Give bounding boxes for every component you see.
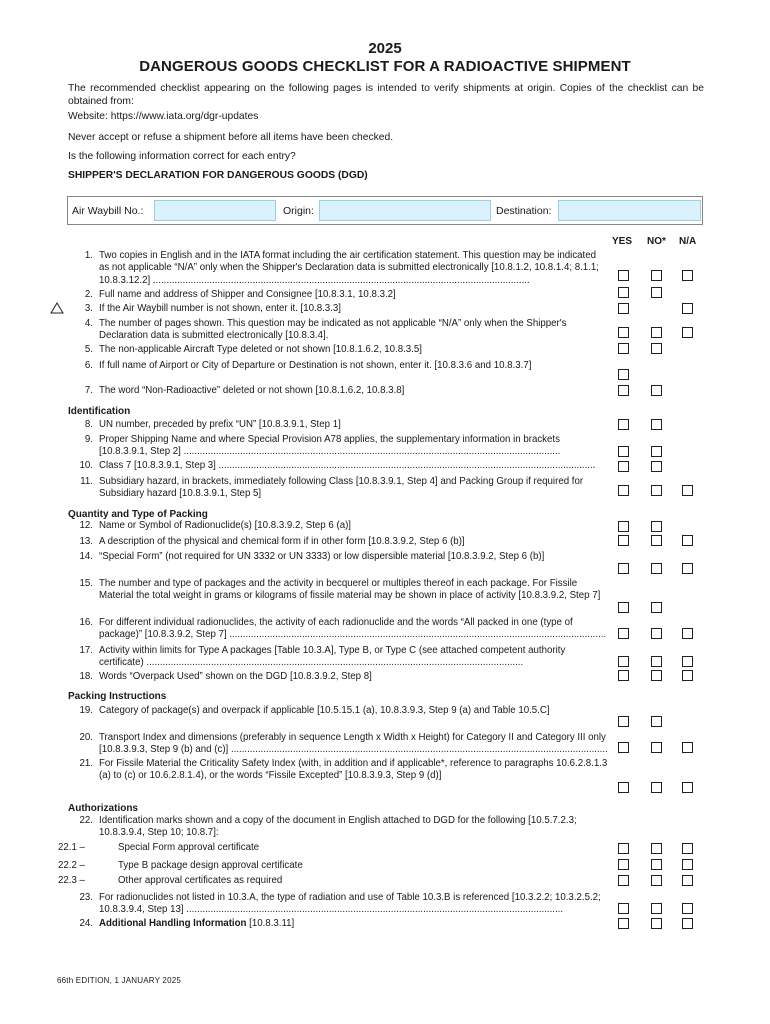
item-number: 18. <box>79 671 93 682</box>
checkbox-na[interactable] <box>682 875 693 886</box>
item-text <box>99 758 608 783</box>
checkbox-yes[interactable] <box>618 859 629 870</box>
item-text-bold: Additional Handling Information <box>99 918 247 929</box>
column-na: N/A <box>679 236 697 247</box>
item-text-body: Subsidiary hazard, in brackets, immediately following Class [10.8.3.9.1, Step 4] and Packing Group if required for Subsidiary hazard [10.8.3.9.1, Step 5] <box>99 476 584 500</box>
origin-input[interactable] <box>319 200 491 221</box>
intro-paragraph: The recommended checklist appearing on the following pages is intended to verify shipments at origin. Copies of the checklist can be obtained from: <box>68 83 704 107</box>
warning-triangle-icon <box>50 302 64 314</box>
item-text-body: Proper Shipping Name and where Special Provision A78 applies, the supplementary information in brackets [10.8.3.9.1, Step 2] <box>99 434 560 458</box>
column-yes: YES <box>612 236 633 247</box>
item-text-body: Class 7 [10.8.3.9.1, Step 3] <box>99 460 216 471</box>
section-quantity: Quantity and Type of Packing <box>68 509 208 520</box>
item-text <box>118 875 608 887</box>
item-text-body: UN number, preceded by prefix “UN” [10.8.3.9.1, Step 1] <box>99 419 341 430</box>
item-text-body: The number and type of packages and the activity in becquerel or multiples thereof in each package. For Fissile Material the total weight in grams or kilograms of fissile material may be shown in place of activity [10.8.3.9.2, Step 7] <box>99 578 601 602</box>
checkbox-no[interactable] <box>651 875 662 886</box>
section-packing: Packing Instructions <box>68 691 167 702</box>
checkbox-na[interactable] <box>682 485 693 496</box>
item-text <box>99 617 608 642</box>
document-title: DANGEROUS GOODS CHECKLIST FOR A RADIOACTIVE SHIPMENT <box>139 58 631 75</box>
origin-label: Origin: <box>283 205 314 217</box>
checkbox-yes[interactable] <box>618 782 629 793</box>
checkbox-no[interactable] <box>651 446 662 457</box>
item-text <box>99 536 608 548</box>
item-text-body: The non-applicable Aircraft Type deleted or not shown [10.8.1.6.2, 10.8.3.5] <box>99 344 422 355</box>
checkbox-no[interactable] <box>651 343 662 354</box>
item-number: 3. <box>84 303 93 314</box>
item-text <box>99 551 608 563</box>
leader-dots: ............................................................................................................................................ <box>150 274 530 286</box>
item-number: 10. <box>79 460 93 471</box>
item-text-body: For Fissile Material the Criticality Safety Index (with, in addition and if applicable*, reference to paragraphs 10.6.2.8.1.3 (a) to (c) or 10.6.2.8.1.4), or the words “Fissile Excepted” [10.8.3.9.3, Step 9 (d)] <box>99 758 608 782</box>
checkbox-yes[interactable] <box>618 485 629 496</box>
item-text-body: Full name and address of Shipper and Consignee [10.8.3.1, 10.8.3.2] <box>99 289 396 300</box>
checkbox-no[interactable] <box>651 742 662 753</box>
item-number: 7. <box>84 385 93 396</box>
item-text <box>99 460 608 472</box>
item-number: 15. <box>79 578 93 589</box>
checkbox-yes[interactable] <box>618 875 629 886</box>
item-text <box>99 318 608 343</box>
item-number: 17. <box>79 645 93 656</box>
item-text <box>118 842 608 854</box>
item-text-body: Type B package design approval certificate <box>118 860 303 871</box>
website-line: Website: https://www.iata.org/dgr-updates <box>68 111 259 122</box>
item-number: 8. <box>84 419 93 430</box>
item-text-body: Name or Symbol of Radionuclide(s) [10.8.3.9.2, Step 6 (a)] <box>99 520 351 531</box>
checkbox-no[interactable] <box>651 670 662 681</box>
checkbox-yes[interactable] <box>618 303 629 314</box>
checkbox-na[interactable] <box>682 782 693 793</box>
checkbox-yes[interactable] <box>618 602 629 613</box>
checkbox-no[interactable] <box>651 535 662 546</box>
item-text-body: If the Air Waybill number is not shown, enter it. [10.8.3.3] <box>99 303 341 314</box>
item-text <box>99 645 608 670</box>
item-text-body: [10.8.3.11] <box>246 918 295 929</box>
item-text <box>99 419 608 431</box>
item-text <box>118 860 608 872</box>
item-number: 1. <box>84 250 93 261</box>
section-identification: Identification <box>68 406 131 417</box>
item-number: 24. <box>79 918 93 929</box>
awb-input[interactable] <box>154 200 276 221</box>
item-text-body: The word “Non-Radioactive” deleted or not shown [10.8.1.6.2, 10.8.3.8] <box>99 385 405 396</box>
checkbox-na[interactable] <box>682 742 693 753</box>
item-text <box>99 705 608 717</box>
checkbox-na[interactable] <box>682 563 693 574</box>
checkbox-yes[interactable] <box>618 742 629 753</box>
awb-label: Air Waybill No.: <box>72 205 144 217</box>
checkbox-yes[interactable] <box>618 628 629 639</box>
item-text-body: If full name of Airport or City of Departure or Destination is not shown, enter it. [10.8.3.6 and 10.8.3.7] <box>99 360 532 371</box>
checkbox-no[interactable] <box>651 859 662 870</box>
item-text <box>99 892 608 917</box>
item-text-body: For different individual radionuclides, the activity of each radionuclide and the words “All packed in one (type of package)” [10.8.3.9.2, Step 7] <box>99 617 573 641</box>
item-text-body: For radionuclides not listed in 10.3.A, the type of radiation and use of Table 10.3.B is referenced [10.3.2.2; 10.3.2.5.2; 10.8.3.9.4, Step 13] <box>99 892 601 916</box>
checkbox-no[interactable] <box>651 270 662 281</box>
item-text-body: A description of the physical and chemical form if in other form [10.8.3.9.2, Step 6 (b)] <box>99 536 465 547</box>
item-number: 23. <box>79 892 93 903</box>
item-text-body: Category of package(s) and overpack if applicable [10.5.15.1 (a), 10.8.3.9.3, Step 9 (a) and Table 10.5.C] <box>99 705 550 716</box>
item-text-body: Two copies in English and in the IATA format including the air certification statement. This question may be indicated as not applicable “N/A” only when the Shipper's Declaration data is submitted electronically [10.8.1.2, 10.8.1.4; 8.1.1; 10.8.3.12.2] <box>99 250 599 286</box>
item-text-body: Activity within limits for Type A packages [Table 10.3.A], Type B, or Type C (see attached competent authority certificate) <box>99 645 566 669</box>
checkbox-yes[interactable] <box>618 535 629 546</box>
item-text-body: Transport Index and dimensions (preferably in sequence Length x Width x Height) for Category II and Category III only [10.8.3.9.3, Step 9 (b) and (c)] <box>99 732 606 756</box>
checkbox-na[interactable] <box>682 903 693 914</box>
checkbox-yes[interactable] <box>618 461 629 472</box>
checkbox-yes[interactable] <box>618 270 629 281</box>
checkbox-na[interactable] <box>682 270 693 281</box>
checkbox-na[interactable] <box>682 628 693 639</box>
checkbox-yes[interactable] <box>618 343 629 354</box>
item-number: 22.2 – <box>58 860 85 871</box>
leader-dots: ............................................................................................................................................ <box>226 629 607 641</box>
checkbox-na[interactable] <box>682 303 693 314</box>
leader-dots: ............................................................................................................................................ <box>143 657 524 669</box>
checkbox-no[interactable] <box>651 521 662 532</box>
checkbox-yes[interactable] <box>618 327 629 338</box>
item-text <box>99 671 608 683</box>
checkbox-no[interactable] <box>651 656 662 667</box>
item-number: 13. <box>79 536 93 547</box>
checkbox-na[interactable] <box>682 843 693 854</box>
checkbox-yes[interactable] <box>618 419 629 430</box>
checkbox-na[interactable] <box>682 535 693 546</box>
item-number: 4. <box>84 318 93 329</box>
checkbox-no[interactable] <box>651 918 662 929</box>
leader-dots: ............................................................................................................................................ <box>215 460 596 471</box>
waybill-row <box>67 196 703 225</box>
checkbox-na[interactable] <box>682 918 693 929</box>
checkbox-no[interactable] <box>651 903 662 914</box>
checkbox-no[interactable] <box>651 563 662 574</box>
item-number: 6. <box>84 360 93 371</box>
item-text <box>99 732 608 757</box>
item-text <box>99 303 608 315</box>
item-number: 22.1 – <box>58 842 85 853</box>
section-heading-dgd: SHIPPER'S DECLARATION FOR DANGEROUS GOODS (DGD) <box>68 170 368 181</box>
item-text <box>99 434 608 459</box>
checkbox-no[interactable] <box>651 485 662 496</box>
item-text-body: The number of pages shown. This question may be indicated as not applicable “N/A” only when the Shipper's Declaration data is submitted electronically [10.8.3.4]. <box>99 318 567 342</box>
checkbox-yes[interactable] <box>618 369 629 380</box>
item-number: 9. <box>84 434 93 445</box>
item-text-body: “Special Form” (not required for UN 3332 or UN 3333) or low dispersible material [10.8.3.9.2, Step 6 (b)] <box>99 551 545 562</box>
destination-label: Destination: <box>496 205 552 217</box>
checkbox-no[interactable] <box>651 385 662 396</box>
item-text <box>99 815 608 840</box>
checkbox-no[interactable] <box>651 843 662 854</box>
checkbox-yes[interactable] <box>618 670 629 681</box>
checkbox-no[interactable] <box>651 716 662 727</box>
item-text <box>99 289 608 301</box>
checkbox-yes[interactable] <box>618 918 629 929</box>
item-number: 16. <box>79 617 93 628</box>
item-text <box>99 520 608 532</box>
item-number: 12. <box>79 520 93 531</box>
checkbox-no[interactable] <box>651 628 662 639</box>
checkbox-no[interactable] <box>651 287 662 298</box>
item-text <box>99 250 608 287</box>
item-text <box>99 918 608 930</box>
leader-dots: ............................................................................................................................................ <box>228 744 608 756</box>
document-year: 2025 <box>368 40 402 57</box>
checkbox-na[interactable] <box>682 859 693 870</box>
item-number: 22.3 – <box>58 875 85 886</box>
item-text <box>99 360 608 372</box>
question-line: Is the following information correct for each entry? <box>68 151 296 162</box>
section-authorizations: Authorizations <box>68 803 138 814</box>
checkbox-yes[interactable] <box>618 521 629 532</box>
checkbox-no[interactable] <box>651 602 662 613</box>
item-number: 22. <box>79 815 93 826</box>
leader-dots: ............................................................................................................................................ <box>183 904 564 916</box>
leader-dots: ............................................................................................................................................ <box>180 446 561 458</box>
checkbox-yes[interactable] <box>618 563 629 574</box>
checkbox-na[interactable] <box>682 656 693 667</box>
item-text-body: Other approval certificates as required <box>118 875 283 886</box>
checkbox-yes[interactable] <box>618 903 629 914</box>
checkbox-yes[interactable] <box>618 656 629 667</box>
checkbox-no[interactable] <box>651 461 662 472</box>
item-number: 2. <box>84 289 93 300</box>
item-text-body: Identification marks shown and a copy of the document in English attached to DGD for the following [10.5.7.2.3; 10.8.3.9.4, Step 10; 10.8.7]: <box>99 815 577 839</box>
checkbox-no[interactable] <box>651 419 662 430</box>
item-text <box>99 344 608 356</box>
checkbox-yes[interactable] <box>618 843 629 854</box>
item-text-body: Words “Overpack Used” shown on the DGD [10.8.3.9.2, Step 8] <box>99 671 372 682</box>
item-number: 19. <box>79 705 93 716</box>
checkbox-yes[interactable] <box>618 385 629 396</box>
footer-edition: 66th EDITION, 1 JANUARY 2025 <box>57 976 182 985</box>
item-number: 11. <box>80 476 93 487</box>
item-number: 14. <box>79 551 93 562</box>
checkbox-na[interactable] <box>682 670 693 681</box>
destination-input[interactable] <box>558 200 701 221</box>
checkbox-na[interactable] <box>682 327 693 338</box>
checkbox-yes[interactable] <box>618 716 629 727</box>
item-number: 21. <box>79 758 93 769</box>
never-accept-line: Never accept or refuse a shipment before all items have been checked. <box>68 132 394 143</box>
item-number: 5. <box>84 344 93 355</box>
item-number: 20. <box>79 732 93 743</box>
item-text <box>99 385 608 397</box>
checkbox-yes[interactable] <box>618 446 629 457</box>
checkbox-no[interactable] <box>651 782 662 793</box>
checkbox-no[interactable] <box>651 327 662 338</box>
column-no: NO* <box>647 236 666 247</box>
checkbox-yes[interactable] <box>618 287 629 298</box>
item-text-body: Special Form approval certificate <box>118 842 260 853</box>
item-text <box>99 578 608 603</box>
item-text <box>99 476 608 501</box>
